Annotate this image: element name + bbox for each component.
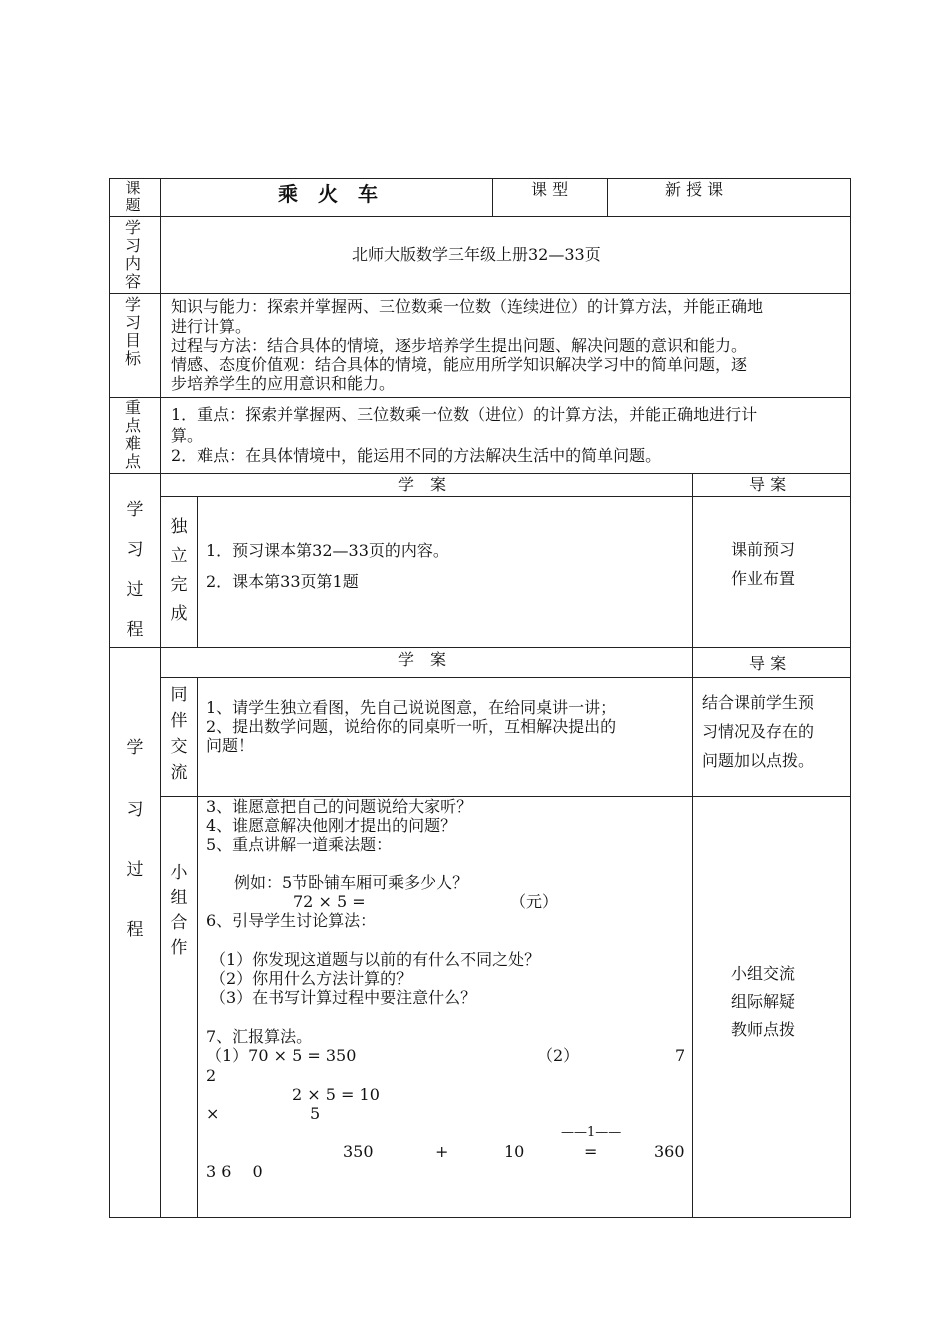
group-work-label <box>168 858 190 958</box>
example-expression: 72 × 5 = <box>293 892 366 911</box>
goals-label-text: 学习目标 <box>125 295 142 368</box>
row-divider <box>160 496 850 497</box>
independent-char: 独 <box>170 517 188 537</box>
lesson-type-value: 新 授 课 <box>665 180 724 199</box>
key-point-line2: 算。 <box>171 426 204 445</box>
xue-an-header-1: 学 案 <box>398 475 447 494</box>
table-border-right <box>850 178 851 1218</box>
process-char: 程 <box>126 620 144 640</box>
peer-char: 同 <box>170 685 188 705</box>
group-guide-3: 教师点拨 <box>731 1020 796 1039</box>
content-label-text: 学习内容 <box>125 218 142 291</box>
table-border-top <box>109 178 850 179</box>
goal-process-line: 过程与方法：结合具体的情境，逐步培养学生提出问题、解决问题的意识和能力。 <box>171 336 748 355</box>
group-guide-2: 组际解疑 <box>731 992 796 1011</box>
goals-label <box>125 296 145 368</box>
guide-preview: 课前预习 <box>731 540 796 559</box>
dao-an-header-2: 导 案 <box>749 654 787 673</box>
method-1: （1）70 × 5 = 350 <box>206 1046 357 1065</box>
group-line-6: 6、引导学生讨论算法： <box>206 911 377 930</box>
process-char: 习 <box>126 800 144 820</box>
plus-sign: + <box>435 1142 449 1161</box>
table-border-left <box>109 178 110 1218</box>
guide-column-divider <box>692 647 693 1218</box>
multiplier-5: 5 <box>310 1104 321 1123</box>
group-char: 小 <box>170 863 188 883</box>
content-label <box>125 219 145 291</box>
title-label-text: 课题 <box>125 179 141 214</box>
process-char: 过 <box>126 860 144 880</box>
peer-exchange-label <box>168 680 190 784</box>
header-column-divider <box>607 178 608 216</box>
group-line-7: 7、汇报算法。 <box>206 1027 313 1046</box>
difficulty-line: 2．难点：在具体情境中，能运用不同的方法解决生活中的简单问题。 <box>171 446 662 465</box>
discussion-q3: （3）在书写计算过程中要注意什么？ <box>210 988 477 1007</box>
key-points-label-text: 重点难点 <box>125 398 142 471</box>
process-char: 过 <box>126 580 144 600</box>
sublabel-column-divider <box>197 677 198 1218</box>
peer-char: 流 <box>170 763 188 783</box>
peer-guide-2: 习情况及存在的 <box>702 722 815 741</box>
row-divider <box>109 397 850 398</box>
row-divider <box>160 677 850 678</box>
independent-label <box>168 512 190 628</box>
discussion-q2: （2）你用什么方法计算的？ <box>210 969 413 988</box>
row-divider <box>109 473 850 474</box>
group-char: 组 <box>170 888 188 908</box>
goal-attitude-line1: 情感、态度价值观：结合具体的情境，能应用所学知识解决学习中的简单问题，逐 <box>171 355 748 374</box>
vertical-result: 3 6 0 <box>206 1162 263 1181</box>
discussion-q1: （1）你发现这道题与以前的有什么不同之处？ <box>210 950 541 969</box>
title-label <box>125 180 145 214</box>
sublabel-column-divider <box>197 496 198 648</box>
sum-part-10: 10 <box>504 1142 525 1161</box>
independent-char: 立 <box>170 546 188 566</box>
peer-line-1: 1、请学生独立看图，先自己说说图意，在给同桌讲一讲； <box>206 698 617 717</box>
independent-char: 成 <box>170 604 188 624</box>
independent-char: 完 <box>170 575 188 595</box>
sum-part-350: 350 <box>343 1142 374 1161</box>
table-border-bottom <box>109 1217 850 1218</box>
process-char: 学 <box>126 500 144 520</box>
group-char: 合 <box>170 913 188 933</box>
process-char: 学 <box>126 738 144 758</box>
equals-sign: = <box>584 1142 598 1161</box>
goal-attitude-line2: 步培养学生的应用意识和能力。 <box>171 374 396 393</box>
guide-homework: 作业布置 <box>731 569 796 588</box>
peer-guide-1: 结合课前学生预 <box>702 693 815 712</box>
peer-line-3: 问题！ <box>206 736 255 755</box>
group-char: 作 <box>170 938 188 958</box>
group-guide-1: 小组交流 <box>731 964 796 983</box>
dao-an-header-1: 导 案 <box>749 475 787 494</box>
method-2-label: （2） <box>537 1046 580 1065</box>
group-line-5: 5、重点讲解一道乘法题： <box>206 835 393 854</box>
vertical-digit-2: 2 <box>206 1066 217 1085</box>
times-sign: × <box>206 1104 220 1123</box>
row-divider <box>109 647 850 648</box>
guide-column-divider <box>692 473 693 648</box>
process-label-1 <box>124 495 146 655</box>
carry-line: ——1—— <box>561 1125 622 1140</box>
example-unit: （元） <box>510 892 559 911</box>
key-points-label <box>125 399 145 471</box>
peer-line-2: 2、提出数学问题，说给你的同桌听一听，互相解决提出的 <box>206 717 617 736</box>
key-point-line1: 1．重点：探索并掌握两、三位数乘一位数（进位）的计算方法，并能正确地进行计 <box>171 405 758 424</box>
example-question: 例如：5节卧铺车厢可乘多少人？ <box>234 873 469 892</box>
peer-char: 交 <box>170 737 188 757</box>
preview-item-1: 1．预习课本第32—33页的内容。 <box>206 541 449 560</box>
label-column-divider <box>160 178 161 1218</box>
row-divider <box>109 216 850 217</box>
lesson-title: 乘 火 车 <box>278 182 378 206</box>
preview-item-2: 2．课本第33页第1题 <box>206 572 359 591</box>
sum-result: 360 <box>654 1142 685 1161</box>
group-line-3: 3、谁愿意把自己的问题说给大家听？ <box>206 797 473 816</box>
process-char: 程 <box>126 920 144 940</box>
header-column-divider <box>492 178 493 216</box>
partial-product: 2 × 5 = 10 <box>292 1085 380 1104</box>
lesson-type-label: 课 型 <box>531 180 569 199</box>
peer-char: 伴 <box>170 711 188 731</box>
row-divider <box>109 293 850 294</box>
group-line-4: 4、谁愿意解决他刚才提出的问题？ <box>206 816 457 835</box>
goal-knowledge-line2: 进行计算。 <box>171 317 252 336</box>
process-label-2 <box>124 733 146 975</box>
peer-guide-3: 问题加以点拨。 <box>702 751 815 770</box>
content-value: 北师大版数学三年级上册32—33页 <box>352 245 601 264</box>
xue-an-header-2: 学 案 <box>398 650 447 669</box>
vertical-digit-7: 7 <box>675 1046 686 1065</box>
process-char: 习 <box>126 540 144 560</box>
goal-knowledge-line1: 知识与能力：探索并掌握两、三位数乘一位数（连续进位）的计算方法，并能正确地 <box>171 297 764 316</box>
